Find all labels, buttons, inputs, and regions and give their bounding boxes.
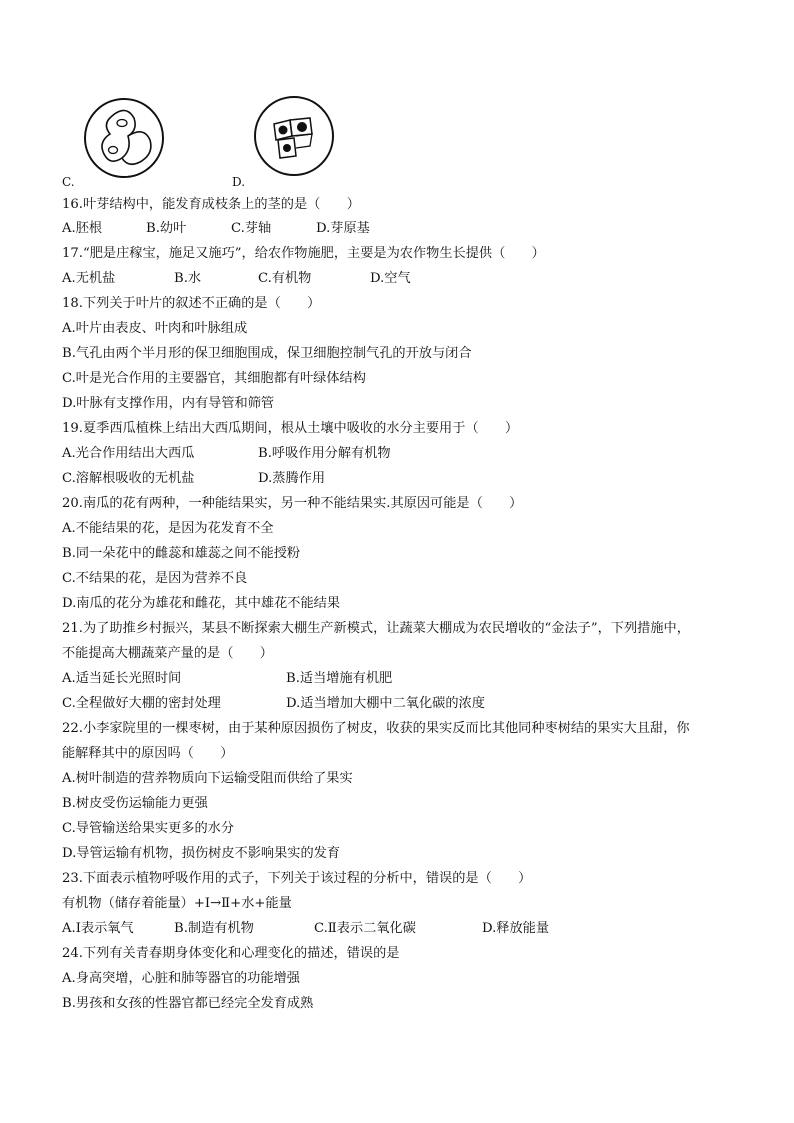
q17-option-d: D.空气 — [370, 271, 411, 286]
q17-option-a: A.无机盐 — [62, 271, 116, 286]
question-17-stem: 17.“肥是庄稼宝，施足又施巧”，给农作物施肥，主要是为农作物生长提供（ ） — [62, 246, 545, 261]
q16-option-b: B.幼叶 — [146, 221, 187, 236]
q17-option-b: B.水 — [174, 271, 202, 286]
q19-option-b: B.呼吸作用分解有机物 — [258, 446, 391, 461]
q23-option-a: A.Ⅰ表示氧气 — [62, 921, 134, 936]
q23-option-b: B.制造有机物 — [174, 921, 254, 936]
q16-option-a: A.胚根 — [62, 221, 103, 236]
q20-option-b: B.同一朵花中的雌蕊和雄蕊之间不能授粉 — [62, 546, 301, 561]
q18-option-d: D.叶脉有支撑作用，内有导管和筛管 — [62, 396, 275, 411]
question-21-stem-line-1: 21.为了助推乡村振兴，某县不断探索大棚生产新模式，让蔬菜大棚成为农民增收的“金法子”，下列措施中， — [62, 621, 690, 636]
q18-option-b: B.气孔由两个半月形的保卫细胞围成，保卫细胞控制气孔的开放与闭合 — [62, 346, 472, 361]
q16-option-d: D.芽原基 — [316, 221, 370, 236]
question-18-stem: 18.下列关于叶片的叙述不正确的是（ ） — [62, 296, 321, 311]
q16-option-c: C.芽轴 — [231, 221, 272, 236]
question-23-formula: 有机物（储存着能量）+Ⅰ→Ⅱ+水+能量 — [62, 896, 292, 911]
q19-option-d: D.蒸腾作用 — [258, 471, 326, 486]
q20-option-a: A.不能结果的花，是因为花发育不全 — [62, 521, 274, 536]
question-22-stem-line-1: 22.小李家院里的一棵枣树，由于某种原因损伤了树皮，收获的果实反而比其他同种枣树结的果实大且甜，你 — [62, 721, 690, 736]
q21-option-d: D.适当增加大棚中二氧化碳的浓度 — [286, 696, 485, 711]
question-19-stem: 19.夏季西瓜植株上结出大西瓜期间，根从土壤中吸收的水分主要用于（ ） — [62, 421, 519, 436]
q19-option-c: C.溶解根吸收的无机盐 — [62, 471, 195, 486]
question-20-stem: 20.南瓜的花有两种，一种能结果实，另一种不能结果实.其原因可能是（ ） — [62, 496, 523, 511]
q21-option-b: B.适当增施有机肥 — [286, 671, 393, 686]
q22-option-d: D.导管运输有机物，损伤树皮不影响果实的发育 — [62, 846, 341, 861]
q17-option-c: C.有机物 — [258, 271, 312, 286]
q21-option-c: C.全程做好大棚的密封处理 — [62, 696, 221, 711]
q20-option-d: D.南瓜的花分为雄花和雌花，其中雄花不能结果 — [62, 596, 341, 611]
question-16-stem: 16.叶芽结构中，能发育成枝条上的茎的是（ ） — [62, 197, 360, 212]
question-24-stem: 24.下列有关青春期身体变化和心理变化的描述，错误的是 — [62, 946, 400, 961]
figure-label-d: D. — [232, 175, 246, 189]
q18-option-c: C.叶是光合作用的主要器官，其细胞都有叶绿体结构 — [62, 371, 366, 386]
question-22-stem-line-2: 能解释其中的原因吗（ ） — [62, 746, 234, 761]
question-21-stem-line-2: 不能提高大棚蔬菜产量的是（ ） — [62, 646, 273, 661]
figure-label-c: C. — [62, 175, 75, 189]
cell-diagram-d — [252, 94, 336, 178]
cell-diagram-c — [82, 96, 166, 180]
q21-option-a: A.适当延长光照时间 — [62, 671, 182, 686]
q22-option-a: A.树叶制造的营养物质向下运输受阻而供给了果实 — [62, 771, 353, 786]
q23-option-c: C.Ⅱ表示二氧化碳 — [314, 921, 416, 936]
question-23-stem-line-1: 23.下面表示植物呼吸作用的式子，下列关于该过程的分析中，错误的是（ ） — [62, 871, 532, 886]
q18-option-a: A.叶片由表皮、叶肉和叶脉组成 — [62, 321, 248, 336]
q24-option-b: B.男孩和女孩的性器官都已经完全发育成熟 — [62, 996, 314, 1011]
q24-option-a: A.身高突增，心脏和肺等器官的功能增强 — [62, 971, 300, 986]
q22-option-c: C.导管输送给果实更多的水分 — [62, 821, 235, 836]
q22-option-b: B.树皮受伤运输能力更强 — [62, 796, 208, 811]
q20-option-c: C.不结果的花，是因为营养不良 — [62, 571, 248, 586]
q23-option-d: D.释放能量 — [482, 921, 550, 936]
q19-option-a: A.光合作用结出大西瓜 — [62, 446, 195, 461]
